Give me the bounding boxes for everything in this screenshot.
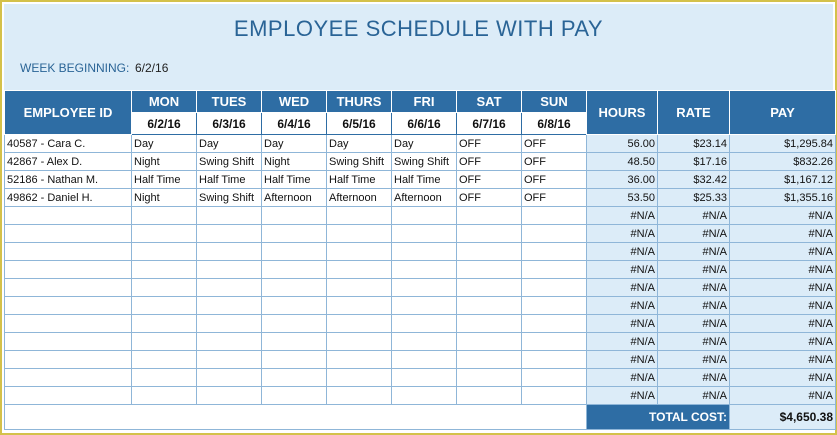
- column-header-day: SAT: [457, 91, 522, 113]
- shift-cell[interactable]: [327, 243, 392, 261]
- pay-cell[interactable]: $832.26: [730, 153, 836, 171]
- shift-cell[interactable]: [197, 243, 262, 261]
- column-header-date[interactable]: 6/5/16: [327, 113, 392, 135]
- column-header-rate: RATE: [658, 91, 730, 135]
- column-header-pay: PAY: [730, 91, 836, 135]
- hours-cell[interactable]: #N/A: [587, 351, 658, 369]
- shift-cell[interactable]: [262, 315, 327, 333]
- shift-cell[interactable]: Day: [132, 135, 197, 153]
- shift-cell[interactable]: [197, 333, 262, 351]
- rate-cell[interactable]: #N/A: [658, 387, 730, 405]
- shift-cell[interactable]: [132, 243, 197, 261]
- pay-cell[interactable]: #N/A: [730, 297, 836, 315]
- pay-cell[interactable]: #N/A: [730, 351, 836, 369]
- hours-cell[interactable]: #N/A: [587, 369, 658, 387]
- shift-cell[interactable]: Swing Shift: [392, 153, 457, 171]
- column-header-date[interactable]: 6/2/16: [132, 113, 197, 135]
- hours-cell[interactable]: 48.50: [587, 153, 658, 171]
- shift-cell[interactable]: [392, 297, 457, 315]
- rate-cell[interactable]: #N/A: [658, 333, 730, 351]
- employee-id-cell[interactable]: [5, 369, 132, 387]
- shift-cell[interactable]: [522, 243, 587, 261]
- hours-cell[interactable]: #N/A: [587, 297, 658, 315]
- shift-cell[interactable]: Swing Shift: [197, 153, 262, 171]
- shift-cell[interactable]: [327, 297, 392, 315]
- employee-id-cell[interactable]: 52186 - Nathan M.: [5, 171, 132, 189]
- header-row-days: [5, 91, 836, 113]
- shift-cell[interactable]: [457, 333, 522, 351]
- total-cost-value: $4,650.38: [730, 405, 836, 430]
- shift-cell[interactable]: [522, 279, 587, 297]
- page-title: EMPLOYEE SCHEDULE WITH PAY: [233, 16, 604, 41]
- shift-cell[interactable]: [132, 369, 197, 387]
- shift-cell[interactable]: [327, 333, 392, 351]
- table-row: [5, 171, 836, 189]
- employee-id-cell[interactable]: [5, 351, 132, 369]
- rate-cell[interactable]: #N/A: [658, 279, 730, 297]
- shift-cell[interactable]: [197, 369, 262, 387]
- shift-cell[interactable]: [327, 207, 392, 225]
- table-row: [5, 261, 836, 279]
- shift-cell[interactable]: Day: [197, 135, 262, 153]
- shift-cell[interactable]: [522, 315, 587, 333]
- week-beginning-label: WEEK BEGINNING:: [20, 61, 130, 75]
- shift-cell[interactable]: Night: [132, 153, 197, 171]
- table-row: [5, 243, 836, 261]
- shift-cell[interactable]: OFF: [457, 189, 522, 207]
- shift-cell[interactable]: Day: [262, 135, 327, 153]
- table-row: [5, 333, 836, 351]
- table-row: [5, 351, 836, 369]
- shift-cell[interactable]: [522, 207, 587, 225]
- shift-cell[interactable]: OFF: [522, 171, 587, 189]
- pay-cell[interactable]: $1,295.84: [730, 135, 836, 153]
- shift-cell[interactable]: [197, 351, 262, 369]
- shift-cell[interactable]: [522, 261, 587, 279]
- shift-cell[interactable]: Day: [327, 135, 392, 153]
- pay-cell[interactable]: #N/A: [730, 279, 836, 297]
- shift-cell[interactable]: [262, 279, 327, 297]
- shift-cell[interactable]: [522, 297, 587, 315]
- total-row: [5, 405, 836, 430]
- shift-cell[interactable]: [132, 207, 197, 225]
- shift-cell[interactable]: [392, 261, 457, 279]
- column-header-date[interactable]: 6/6/16: [392, 113, 457, 135]
- column-header-day: FRI: [392, 91, 457, 113]
- hours-cell[interactable]: #N/A: [587, 243, 658, 261]
- pay-cell[interactable]: #N/A: [730, 333, 836, 351]
- rate-cell[interactable]: #N/A: [658, 207, 730, 225]
- employee-id-cell[interactable]: [5, 333, 132, 351]
- pay-cell[interactable]: #N/A: [730, 243, 836, 261]
- table-row: [5, 153, 836, 171]
- column-header-date[interactable]: 6/7/16: [457, 113, 522, 135]
- hours-cell[interactable]: #N/A: [587, 315, 658, 333]
- column-header-day: TUES: [197, 91, 262, 113]
- pay-cell[interactable]: #N/A: [730, 315, 836, 333]
- employee-id-cell[interactable]: [5, 225, 132, 243]
- hours-cell[interactable]: #N/A: [587, 387, 658, 405]
- shift-cell[interactable]: [132, 261, 197, 279]
- shift-cell[interactable]: [457, 279, 522, 297]
- shift-cell[interactable]: Afternoon: [327, 189, 392, 207]
- shift-cell[interactable]: [522, 369, 587, 387]
- shift-cell[interactable]: [132, 297, 197, 315]
- shift-cell[interactable]: [522, 333, 587, 351]
- shift-cell[interactable]: [327, 387, 392, 405]
- rate-cell[interactable]: $25.33: [658, 189, 730, 207]
- shift-cell[interactable]: Swing Shift: [327, 153, 392, 171]
- rate-cell[interactable]: #N/A: [658, 351, 730, 369]
- shift-cell[interactable]: [457, 261, 522, 279]
- table-row: [5, 315, 836, 333]
- week-beginning-value[interactable]: 6/2/16: [135, 61, 169, 75]
- title-banner: [4, 4, 833, 90]
- rate-cell[interactable]: #N/A: [658, 225, 730, 243]
- shift-cell[interactable]: [327, 279, 392, 297]
- table-row: [5, 369, 836, 387]
- shift-cell[interactable]: [392, 387, 457, 405]
- shift-cell[interactable]: [197, 297, 262, 315]
- employee-id-cell[interactable]: [5, 243, 132, 261]
- table-row: [5, 297, 836, 315]
- shift-cell[interactable]: [197, 261, 262, 279]
- rate-cell[interactable]: #N/A: [658, 261, 730, 279]
- shift-cell[interactable]: [262, 387, 327, 405]
- shift-cell[interactable]: [197, 279, 262, 297]
- shift-cell[interactable]: [457, 351, 522, 369]
- shift-cell[interactable]: Half Time: [327, 171, 392, 189]
- shift-cell[interactable]: Half Time: [132, 171, 197, 189]
- hours-cell[interactable]: #N/A: [587, 333, 658, 351]
- column-header-date[interactable]: 6/8/16: [522, 113, 587, 135]
- shift-cell[interactable]: [132, 387, 197, 405]
- shift-cell[interactable]: [132, 315, 197, 333]
- shift-cell[interactable]: [197, 387, 262, 405]
- rate-cell[interactable]: $23.14: [658, 135, 730, 153]
- rate-cell[interactable]: $32.42: [658, 171, 730, 189]
- shift-cell[interactable]: [262, 351, 327, 369]
- pay-cell[interactable]: #N/A: [730, 369, 836, 387]
- shift-cell[interactable]: [392, 225, 457, 243]
- employee-id-cell[interactable]: [5, 387, 132, 405]
- shift-cell[interactable]: Afternoon: [262, 189, 327, 207]
- table-row: [5, 279, 836, 297]
- hours-cell[interactable]: #N/A: [587, 207, 658, 225]
- column-header-hours: HOURS: [587, 91, 658, 135]
- shift-cell[interactable]: Night: [262, 153, 327, 171]
- table-row: [5, 387, 836, 405]
- shift-cell[interactable]: [327, 369, 392, 387]
- total-cost-label: TOTAL COST:: [587, 405, 730, 430]
- employee-id-cell[interactable]: [5, 315, 132, 333]
- hours-cell[interactable]: #N/A: [587, 279, 658, 297]
- shift-cell[interactable]: OFF: [457, 153, 522, 171]
- pay-cell[interactable]: $1,167.12: [730, 171, 836, 189]
- shift-cell[interactable]: [522, 225, 587, 243]
- shift-cell[interactable]: OFF: [457, 135, 522, 153]
- shift-cell[interactable]: [392, 207, 457, 225]
- pay-cell[interactable]: #N/A: [730, 261, 836, 279]
- shift-cell[interactable]: [327, 351, 392, 369]
- rate-cell[interactable]: #N/A: [658, 297, 730, 315]
- hours-cell[interactable]: 56.00: [587, 135, 658, 153]
- employee-id-cell[interactable]: [5, 279, 132, 297]
- table-row: [5, 189, 836, 207]
- pay-cell[interactable]: #N/A: [730, 225, 836, 243]
- column-header-day: THURS: [327, 91, 392, 113]
- employee-id-cell[interactable]: [5, 207, 132, 225]
- column-header-day: SUN: [522, 91, 587, 113]
- shift-cell[interactable]: [392, 351, 457, 369]
- shift-cell[interactable]: [327, 315, 392, 333]
- shift-cell[interactable]: [457, 387, 522, 405]
- shift-cell[interactable]: OFF: [522, 189, 587, 207]
- rate-cell[interactable]: #N/A: [658, 243, 730, 261]
- shift-cell[interactable]: [197, 315, 262, 333]
- shift-cell[interactable]: [522, 351, 587, 369]
- employee-id-cell[interactable]: 49862 - Daniel H.: [5, 189, 132, 207]
- schedule-body: [5, 135, 836, 405]
- shift-cell[interactable]: [132, 351, 197, 369]
- shift-cell[interactable]: [262, 243, 327, 261]
- rate-cell[interactable]: $17.16: [658, 153, 730, 171]
- total-spacer: [5, 405, 587, 430]
- shift-cell[interactable]: [457, 315, 522, 333]
- pay-cell[interactable]: #N/A: [730, 207, 836, 225]
- table-row: [5, 207, 836, 225]
- shift-cell[interactable]: [392, 279, 457, 297]
- pay-cell[interactable]: #N/A: [730, 387, 836, 405]
- shift-cell[interactable]: OFF: [522, 135, 587, 153]
- schedule-table: [4, 90, 836, 430]
- shift-cell[interactable]: [262, 333, 327, 351]
- shift-cell[interactable]: [327, 261, 392, 279]
- column-header-day: WED: [262, 91, 327, 113]
- hours-cell[interactable]: #N/A: [587, 261, 658, 279]
- shift-cell[interactable]: [457, 369, 522, 387]
- shift-cell[interactable]: [197, 225, 262, 243]
- shift-cell[interactable]: [457, 207, 522, 225]
- shift-cell[interactable]: [132, 279, 197, 297]
- shift-cell[interactable]: [522, 387, 587, 405]
- column-header-date[interactable]: 6/4/16: [262, 113, 327, 135]
- table-row: [5, 135, 836, 153]
- hours-cell[interactable]: 53.50: [587, 189, 658, 207]
- shift-cell[interactable]: Half Time: [392, 171, 457, 189]
- column-header-date[interactable]: 6/3/16: [197, 113, 262, 135]
- shift-cell[interactable]: [457, 225, 522, 243]
- shift-cell[interactable]: [262, 369, 327, 387]
- shift-cell[interactable]: OFF: [522, 153, 587, 171]
- shift-cell[interactable]: Afternoon: [392, 189, 457, 207]
- shift-cell[interactable]: [457, 297, 522, 315]
- shift-cell[interactable]: [132, 225, 197, 243]
- shift-cell[interactable]: [262, 225, 327, 243]
- shift-cell[interactable]: [262, 261, 327, 279]
- shift-cell[interactable]: [132, 333, 197, 351]
- hours-cell[interactable]: 36.00: [587, 171, 658, 189]
- column-header-day: MON: [132, 91, 197, 113]
- shift-cell[interactable]: Half Time: [197, 171, 262, 189]
- pay-cell[interactable]: $1,355.16: [730, 189, 836, 207]
- shift-cell[interactable]: [327, 225, 392, 243]
- shift-cell[interactable]: [262, 297, 327, 315]
- employee-id-cell[interactable]: [5, 261, 132, 279]
- employee-id-cell[interactable]: 40587 - Cara C.: [5, 135, 132, 153]
- column-header-employee-id: EMPLOYEE ID: [5, 91, 132, 135]
- rate-cell[interactable]: #N/A: [658, 369, 730, 387]
- shift-cell[interactable]: OFF: [457, 171, 522, 189]
- hours-cell[interactable]: #N/A: [587, 225, 658, 243]
- rate-cell[interactable]: #N/A: [658, 315, 730, 333]
- shift-cell[interactable]: [457, 243, 522, 261]
- shift-cell[interactable]: [392, 315, 457, 333]
- shift-cell[interactable]: [392, 333, 457, 351]
- employee-id-cell[interactable]: [5, 297, 132, 315]
- shift-cell[interactable]: [392, 243, 457, 261]
- table-row: [5, 225, 836, 243]
- shift-cell[interactable]: Night: [132, 189, 197, 207]
- shift-cell[interactable]: [392, 369, 457, 387]
- shift-cell[interactable]: Day: [392, 135, 457, 153]
- shift-cell[interactable]: [262, 207, 327, 225]
- employee-id-cell[interactable]: 42867 - Alex D.: [5, 153, 132, 171]
- shift-cell[interactable]: [197, 207, 262, 225]
- shift-cell[interactable]: Half Time: [262, 171, 327, 189]
- shift-cell[interactable]: Swing Shift: [197, 189, 262, 207]
